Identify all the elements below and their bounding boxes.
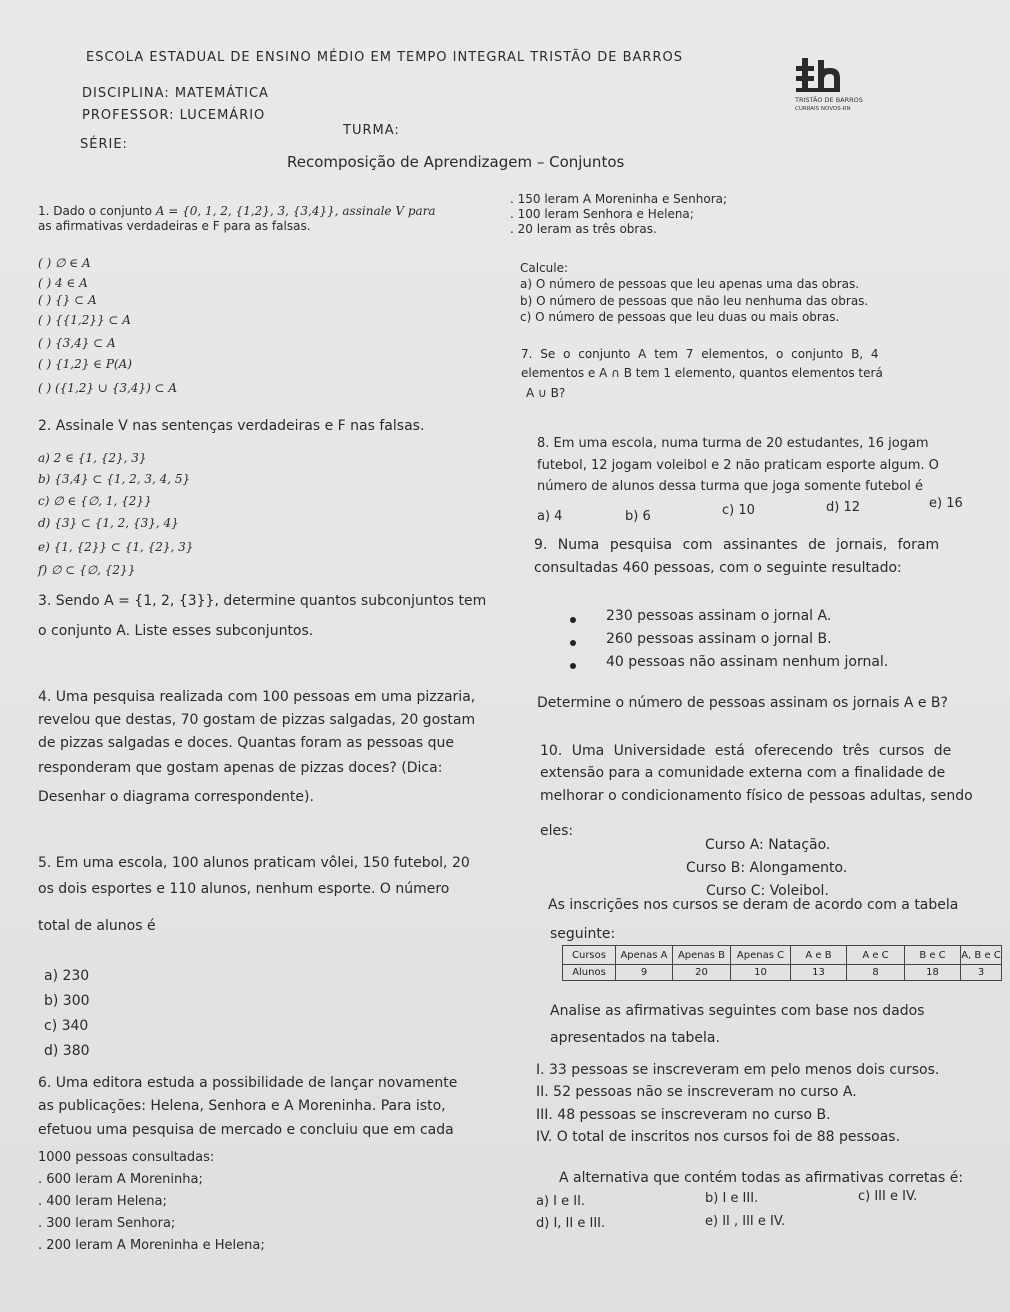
q5-line: os dois esportes e 110 alunos, nenhum esporte. O número (38, 881, 450, 897)
q10-analyze: Analise as afirmativas seguintes com base nos dados (550, 1003, 925, 1019)
q9-bullet: 260 pessoas assinam o jornal B. (606, 631, 832, 647)
q6-line: efetuou uma pesquisa de mercado e concluiu que em cada (38, 1122, 454, 1138)
bullet-icon (570, 663, 576, 669)
q8-option: b) 6 (625, 509, 651, 524)
q2-item: d) {3} ⊂ {1, 2, {3}, 4} (38, 516, 179, 530)
table-header-row (563, 946, 1002, 965)
q1-item: ( ) {{1,2}} ⊂ A (38, 313, 131, 327)
q1-intro (38, 204, 436, 218)
page-title: Recomposição de Aprendizagem – Conjuntos (287, 153, 625, 171)
table-header: Apenas A (616, 946, 673, 965)
q6-item: c) O número de pessoas que leu duas ou mais obras. (520, 310, 840, 324)
q10-alt-intro: A alternativa que contém todas as afirmativas corretas é: (559, 1170, 964, 1186)
q7-line: 7. Se o conjunto A tem 7 elementos, o conjunto B, 4 (521, 347, 879, 361)
table-header: A, B e C (961, 946, 1002, 965)
teacher: PROFESSOR: LUCEMÁRIO (82, 108, 266, 123)
q10-statement: II. 52 pessoas não se inscreveram no curso A. (536, 1084, 857, 1100)
q8-line: número de alunos dessa turma que joga somente futebol é (537, 479, 923, 494)
table-cell: 13 (791, 965, 847, 981)
q8-option: d) 12 (826, 500, 860, 515)
q1-item: ( ) ∅ ∈ A (38, 256, 91, 270)
q9-bullet: 40 pessoas não assinam nenhum jornal. (606, 654, 889, 670)
q5-option: c) 340 (44, 1018, 89, 1034)
q7-line: A ∪ B? (526, 386, 566, 400)
logo-text-1: TRISTÃO DE BARROS (795, 96, 863, 104)
table-cell: 18 (905, 965, 961, 981)
q4-line: de pizzas salgadas e doces. Quantas foram as pessoas que (38, 735, 454, 751)
q10-table-intro: As inscrições nos cursos se deram de acordo com a tabela (548, 897, 959, 913)
q6-line: as publicações: Helena, Senhora e A Moreninha. Para isto, (38, 1098, 446, 1114)
q10-course: Curso B: Alongamento. (686, 860, 848, 876)
q5-option: d) 380 (44, 1043, 90, 1059)
class-label: TURMA: (343, 123, 400, 138)
q6-item: a) O número de pessoas que leu apenas uma das obras. (520, 277, 860, 291)
q8-option: a) 4 (537, 509, 563, 524)
q1-set: A = {0, 1, 2, {1,2}, 3, {3,4}}, assinale V para (155, 204, 436, 218)
q8-option: e) 16 (929, 496, 963, 511)
q6-data: . 20 leram as três obras. (510, 222, 657, 236)
q4-line: 4. Uma pesquisa realizada com 100 pessoas em uma pizzaria, (38, 689, 476, 705)
discipline: DISCIPLINA: MATEMÁTICA (82, 86, 269, 101)
q3-line: 3. Sendo A = {1, 2, {3}}, determine quantos subconjuntos tem (38, 593, 487, 609)
q10-course: Curso A: Natação. (705, 837, 831, 853)
q9-bullet: 230 pessoas assinam o jornal A. (606, 608, 832, 624)
q9-question: Determine o número de pessoas assinam os jornais A e B? (537, 695, 948, 711)
q10-option: c) III e IV. (858, 1189, 918, 1204)
q10-option: e) II , III e IV. (705, 1214, 786, 1229)
q10-line: extensão para a comunidade externa com a finalidade de (540, 765, 946, 781)
q6-data: . 150 leram A Moreninha e Senhora; (510, 192, 728, 206)
q1-item: ( ) {} ⊂ A (38, 293, 97, 307)
table-cell: Alunos (563, 965, 616, 981)
table-header: Apenas B (673, 946, 731, 965)
q10-option: d) I, II e III. (536, 1216, 606, 1231)
q1-intro-2: as afirmativas verdadeiras e F para as falsas. (38, 219, 311, 233)
q6-data: . 600 leram A Moreninha; (38, 1172, 203, 1187)
table-cell: 9 (616, 965, 673, 981)
q4-line: revelou que destas, 70 gostam de pizzas salgadas, 20 gostam (38, 712, 476, 728)
q2-item: c) ∅ ∈ {∅, 1, {2}} (38, 494, 152, 508)
q4-line: responderam que gostam apenas de pizzas doces? (Dica: (38, 760, 443, 776)
q2-item: e) {1, {2}} ⊂ {1, {2}, 3} (38, 540, 194, 554)
q6-line: 6. Uma editora estuda a possibilidade de lançar novamente (38, 1075, 458, 1091)
school-name: ESCOLA ESTADUAL DE ENSINO MÉDIO EM TEMPO INTEGRAL TRISTÃO DE BARROS (86, 50, 683, 65)
q1-item: ( ) {3,4} ⊂ A (38, 336, 116, 350)
q10-statement: III. 48 pessoas se inscreveram no curso B. (536, 1107, 831, 1123)
q10-line: melhorar o condicionamento físico de pessoas adultas, sendo (540, 788, 973, 804)
q10-analyze: apresentados na tabela. (550, 1030, 720, 1046)
q10-table-intro: seguinte: (550, 926, 616, 942)
table-header: B e C (905, 946, 961, 965)
q2-item: f) ∅ ⊂ {∅, {2}} (38, 563, 136, 577)
q6-data: . 200 leram A Moreninha e Helena; (38, 1238, 265, 1253)
q10-statement: IV. O total de inscritos nos cursos foi de 88 pessoas. (536, 1129, 901, 1145)
school-logo (794, 52, 880, 122)
q1-item: ( ) {1,2} ∈ P(A) (38, 357, 132, 371)
enrollment-table (562, 945, 1002, 981)
series-label: SÉRIE: (80, 137, 128, 152)
q10-course: Curso C: Voleibol. (706, 883, 829, 899)
q7-line: elementos e A ∩ B tem 1 elemento, quantos elementos terá (521, 366, 883, 380)
table-cell: 3 (961, 965, 1002, 981)
q10-line: 10. Uma Universidade está oferecendo três cursos de (540, 743, 952, 759)
table-cell: 20 (673, 965, 731, 981)
q5-line: total de alunos é (38, 918, 156, 934)
table-row (563, 965, 1002, 981)
q10-option: a) I e II. (536, 1194, 586, 1209)
q6-line: 1000 pessoas consultadas: (38, 1150, 215, 1165)
table-header: A e C (847, 946, 905, 965)
table-header: Cursos (563, 946, 616, 965)
q2-intro: 2. Assinale V nas sentenças verdadeiras e F nas falsas. (38, 418, 425, 434)
q10-statement: I. 33 pessoas se inscreveram em pelo menos dois cursos. (536, 1062, 940, 1078)
table-header: A e B (791, 946, 847, 965)
q1-item: ( ) ({1,2} ∪ {3,4}) ⊂ A (38, 381, 178, 395)
q9-line: 9. Numa pesquisa com assinantes de jornais, foram (534, 537, 940, 553)
q8-line: futebol, 12 jogam voleibol e 2 não praticam esporte algum. O (537, 458, 939, 473)
bullet-icon (570, 617, 576, 623)
q4-line: Desenhar o diagrama correspondente). (38, 789, 314, 805)
q2-item: b) {3,4} ⊂ {1, 2, 3, 4, 5} (38, 472, 191, 486)
q1-item: ( ) 4 ∈ A (38, 276, 88, 290)
q6-calc-label: Calcule: (520, 261, 569, 275)
q10-line: eles: (540, 823, 574, 839)
table-header: Apenas C (731, 946, 791, 965)
table-cell: 10 (731, 965, 791, 981)
q1-intro-text: 1. Dado o conjunto (38, 204, 152, 218)
q6-data: . 400 leram Helena; (38, 1194, 167, 1209)
q3-line: o conjunto A. Liste esses subconjuntos. (38, 623, 314, 639)
q9-line: consultadas 460 pessoas, com o seguinte resultado: (534, 560, 902, 576)
q5-option: b) 300 (44, 993, 90, 1009)
q6-data: . 100 leram Senhora e Helena; (510, 207, 694, 221)
logo-text-2: CURRAIS NOVOS-RN (795, 106, 851, 112)
bullet-icon (570, 640, 576, 646)
table-cell: 8 (847, 965, 905, 981)
q6-item: b) O número de pessoas que não leu nenhuma das obras. (520, 294, 869, 308)
q2-item: a) 2 ∈ {1, {2}, 3} (38, 451, 147, 465)
q5-option: a) 230 (44, 968, 90, 984)
q6-data: . 300 leram Senhora; (38, 1216, 176, 1231)
q8-option: c) 10 (722, 503, 755, 518)
q5-line: 5. Em uma escola, 100 alunos praticam vôlei, 150 futebol, 20 (38, 855, 470, 871)
q10-option: b) I e III. (705, 1191, 759, 1206)
q8-line: 8. Em uma escola, numa turma de 20 estudantes, 16 jogam (537, 436, 929, 451)
